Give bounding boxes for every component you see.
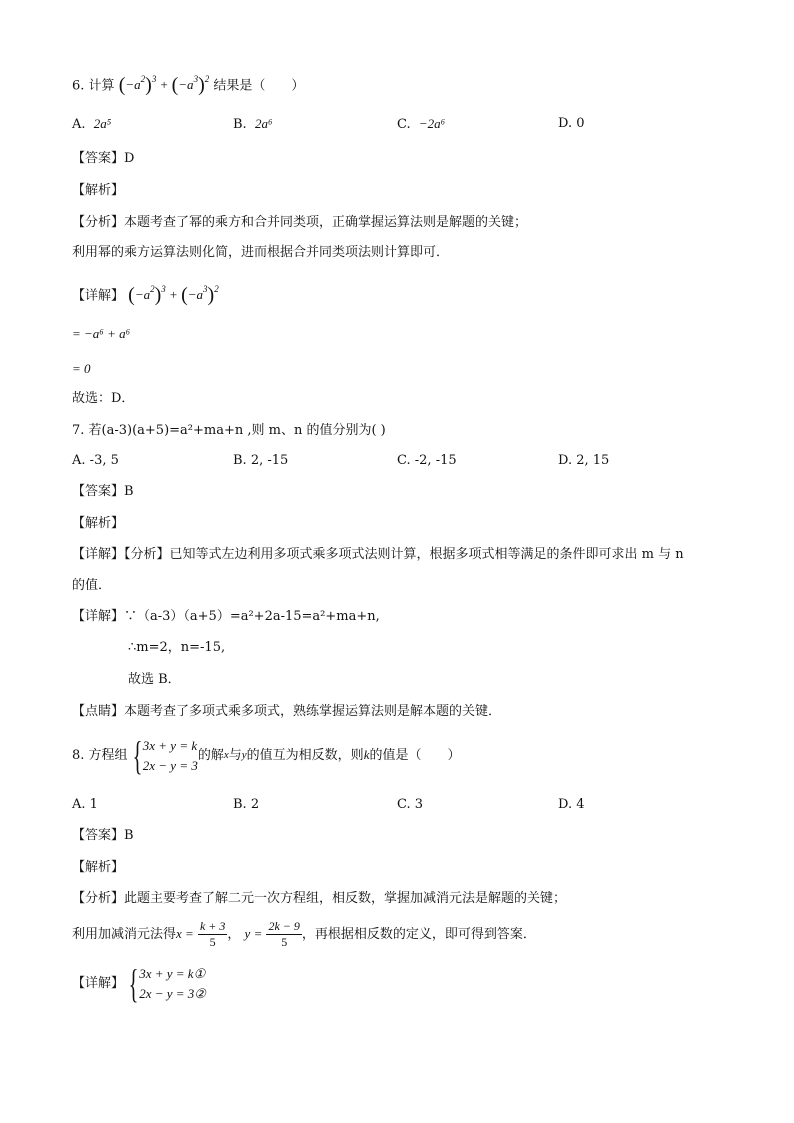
q6-detail-label: 【详解】	[72, 288, 125, 304]
brace-icon: {	[128, 960, 139, 1006]
q7-detail-2: ∴m=2，n=-15,	[128, 640, 226, 655]
q7-analysis-1: 【详解】【分析】已知等式左边利用多项式乘多项式法则计算，根据多项式相等满足的条件即可求出 m 与 n	[72, 547, 684, 562]
q8-analysis-2: 利用加减消元法得x = $\frac{k + 3}{5}$ ， y = $\frac{2k - 9}{5}$ ，再根据相反数的定义，即可得到答案．	[72, 919, 536, 949]
q6-expression: $(-a^2)^3 + (-a^3)^2$	[118, 74, 210, 97]
q6-prompt-lead: 计算	[88, 78, 115, 94]
q8-detail	[72, 962, 206, 1006]
q8-prompt-lead: 方程组	[88, 748, 128, 763]
q6-option-c: C. −2a⁶	[397, 116, 446, 132]
q6-option-d: D. 0	[558, 116, 585, 131]
q8-option-b: B. 2	[233, 797, 260, 812]
q7-analysis-2: 的值．	[72, 578, 112, 593]
q6-detail-expression: $(-a^2)^3 + (-a^3)^2$	[128, 284, 219, 307]
q6-analysis-1: 【分析】本题考查了幂的乘方和合并同类项，正确掌握运算法则是解题的关键；	[72, 215, 528, 230]
q7-option-b: B. 2, -15	[233, 453, 289, 468]
q6-answer: 【答案】D	[72, 151, 135, 166]
brace-icon: {	[132, 732, 142, 778]
q6-step-2: = 0	[72, 361, 91, 376]
x-fraction: $\frac{k + 3}{5}$	[199, 919, 226, 949]
q6-step-1: = −a⁶ + a⁶	[72, 326, 131, 341]
q8-detail-system: 3x + y = k① 2x − y = 3②	[139, 965, 206, 1001]
q6-analysis-title: 【解析】	[72, 183, 125, 198]
q6-option-b: B. 2a⁶	[233, 116, 273, 132]
q8-option-d: D. 4	[558, 797, 585, 812]
q7-option-d: D. 2, 15	[558, 453, 610, 468]
q8-option-a: A. 1	[72, 797, 98, 812]
q8-system: 3x + y = k 2x − y = 3	[142, 737, 198, 773]
q7-option-c: C. -2, -15	[397, 453, 457, 468]
q8-detail-label: 【详解】	[72, 976, 125, 991]
q6-analysis-2: 利用幂的乘方运算法则化简，进而根据合并同类项法则计算即可．	[72, 245, 450, 260]
q6-prompt-tail: 结果是（ ）	[213, 78, 305, 94]
q7-detail-1: 【详解】∵（a-3）（a+5）=a²+2a-15=a²+ma+n,	[72, 609, 380, 624]
q7-option-a: A. -3, 5	[72, 453, 119, 468]
q7-detail-3: 故选 B．	[128, 672, 181, 687]
q6-prompt	[72, 72, 304, 95]
q6-choice: 故选：D．	[72, 391, 135, 406]
y-fraction: $\frac{2k - 9}{5}$	[268, 919, 300, 949]
q8-prompt: 8. 方程组 { 3x + y = k 2x − y = 3 的解$^x$与$^y$的值互为相反数，则k的值是（ ）	[72, 732, 461, 778]
q6-option-a: A. 2a⁵	[72, 116, 112, 132]
q8-analysis-title: 【解析】	[72, 860, 125, 875]
q6-number: 6.	[72, 78, 85, 94]
q7-comment: 【点睛】本题考查了多项式乘多项式，熟练掌握运算法则是解本题的关键．	[72, 704, 502, 719]
q8-answer: 【答案】B	[72, 828, 134, 843]
q8-analysis-1: 【分析】此题主要考查了解二元一次方程组，相反数，掌握加减消元法是解题的关键；	[72, 891, 567, 906]
q8-number: 8.	[72, 748, 85, 763]
q7-answer: 【答案】B	[72, 484, 134, 499]
q7-analysis-title: 【解析】	[72, 516, 125, 531]
q8-option-c: C. 3	[397, 797, 424, 812]
q7-prompt: 7. 若(a-3)(a+5)=a²+ma+n ,则 m、n 的值分别为( )	[72, 423, 386, 438]
q6-detail	[72, 282, 219, 305]
